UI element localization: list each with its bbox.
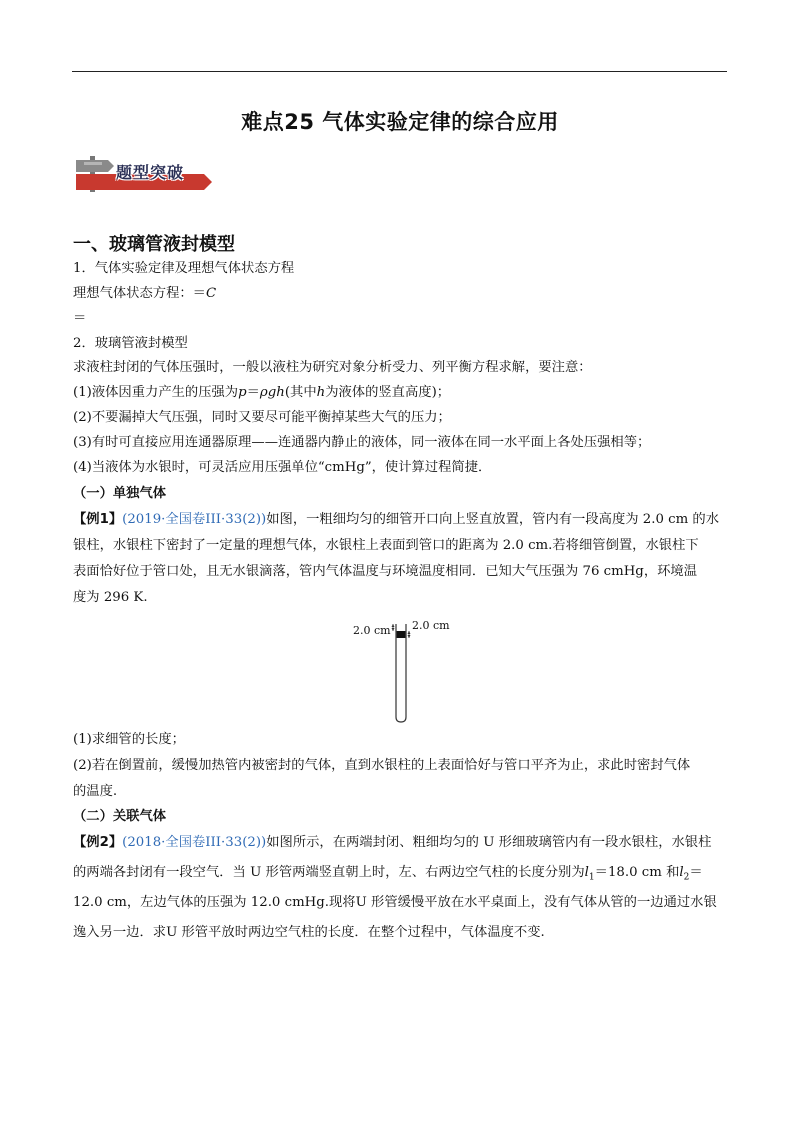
text-line (73, 384, 450, 402)
example-label: 【例2】 (73, 835, 123, 850)
citation-link[interactable]: (2018·全国卷III·33(2)) (122, 835, 267, 850)
text-line (73, 285, 216, 303)
text-line: 2．玻璃管液封模型 (73, 336, 188, 351)
text-span: ＝ (246, 385, 260, 400)
math-var: p (238, 385, 247, 400)
subsection-heading: （二）关联气体 (73, 809, 167, 824)
subscript: 2 (683, 872, 690, 883)
text-line: 1．气体实验定律及理想气体状态方程 (73, 261, 295, 276)
math-var: ρgh (259, 385, 285, 400)
example-label: 【例1】 (73, 512, 123, 527)
text-span: ＝ (689, 865, 703, 880)
math-var: C (205, 286, 217, 301)
text-line: (4)当液体为水银时，可灵活应用压强单位“cmHg”，使计算过程简捷． (73, 460, 492, 475)
text-span: 如图，一粗细均匀的细管开口向上竖直放置，管内有一段高度为 2.0 cm 的水 (266, 512, 720, 527)
text-line (73, 864, 703, 887)
text-line: 逸入另一边．求U 形管平放时两边空气柱的长度．在整个过程中，气体温度不变. (73, 925, 545, 940)
text-span: 理想气体状态方程：＝ (73, 286, 206, 301)
text-span: 如图所示，在两端封闭、粗细均匀的 U 形细玻璃管内有一段水银柱，水银柱 (266, 835, 712, 850)
text-line: 12.0 cm，左边气体的压强为 12.0 cmHg.现将U 形管缓慢平放在水平桌面上，没有气体从管的一边通过水银 (73, 895, 717, 910)
citation-link[interactable]: (2019·全国卷III·33(2)) (122, 512, 267, 527)
math-var: l (584, 865, 589, 880)
text-line: (3)有时可直接应用连通器原理——连通器内静止的液体，同一液体在同一水平面上各处压强相等； (73, 435, 651, 450)
header-rule (72, 71, 727, 72)
math-var: h (316, 385, 326, 400)
text-span: 的两端各封闭有一段空气．当 U 形管两端竖直朝上时，左、右两边空气柱的长度分别为 (73, 865, 585, 880)
text-line: 度为 296 K. (73, 590, 148, 605)
example-line (73, 834, 711, 852)
math-var: l (679, 865, 684, 880)
text-line: (2)不要漏掉大气压强，同时又要尽可能平衡掉某些大气的压力； (73, 410, 451, 425)
example-line (73, 511, 719, 529)
question-line: (1)求细管的长度； (73, 732, 185, 747)
dimension-label: 2.0 cm (353, 624, 391, 637)
text-span: (1)液体因重力产生的压强为 (73, 385, 239, 400)
question-line: (2)若在倒置前，缓慢加热管内被密封的气体，直到水银柱的上表面恰好与管口平齐为止，求此时密封气体 (73, 758, 691, 773)
question-line: 的温度. (73, 784, 118, 799)
text-span: (其中 (284, 385, 317, 400)
section-banner-label: 题型突破 (116, 163, 185, 182)
text-span: ＝18.0 cm 和 (594, 865, 680, 880)
text-span: 为液体的竖直高度)； (325, 385, 451, 400)
text-line: ＝ (73, 311, 87, 326)
text-line: 求液柱封闭的气体压强时，一般以液柱为研究对象分析受力、列平衡方程求解，要注意： (73, 360, 592, 375)
dimension-label: 2.0 cm (412, 619, 450, 632)
page-title: 难点25 气体实验定律的综合应用 (241, 110, 559, 134)
subscript: 1 (588, 872, 595, 883)
text-line: 银柱，水银柱下密封了一定量的理想气体，水银柱上表面到管口的距离为 2.0 cm.若将细管倒置，水银柱下 (73, 538, 699, 553)
section-heading: 一、玻璃管液封模型 (73, 234, 235, 255)
text-line: 表面恰好位于管口处，且无水银滴落，管内气体温度与环境温度相同．已知大气压强为 76 cmHg，环境温 (73, 564, 698, 579)
subsection-heading: （一）单独气体 (73, 486, 167, 501)
